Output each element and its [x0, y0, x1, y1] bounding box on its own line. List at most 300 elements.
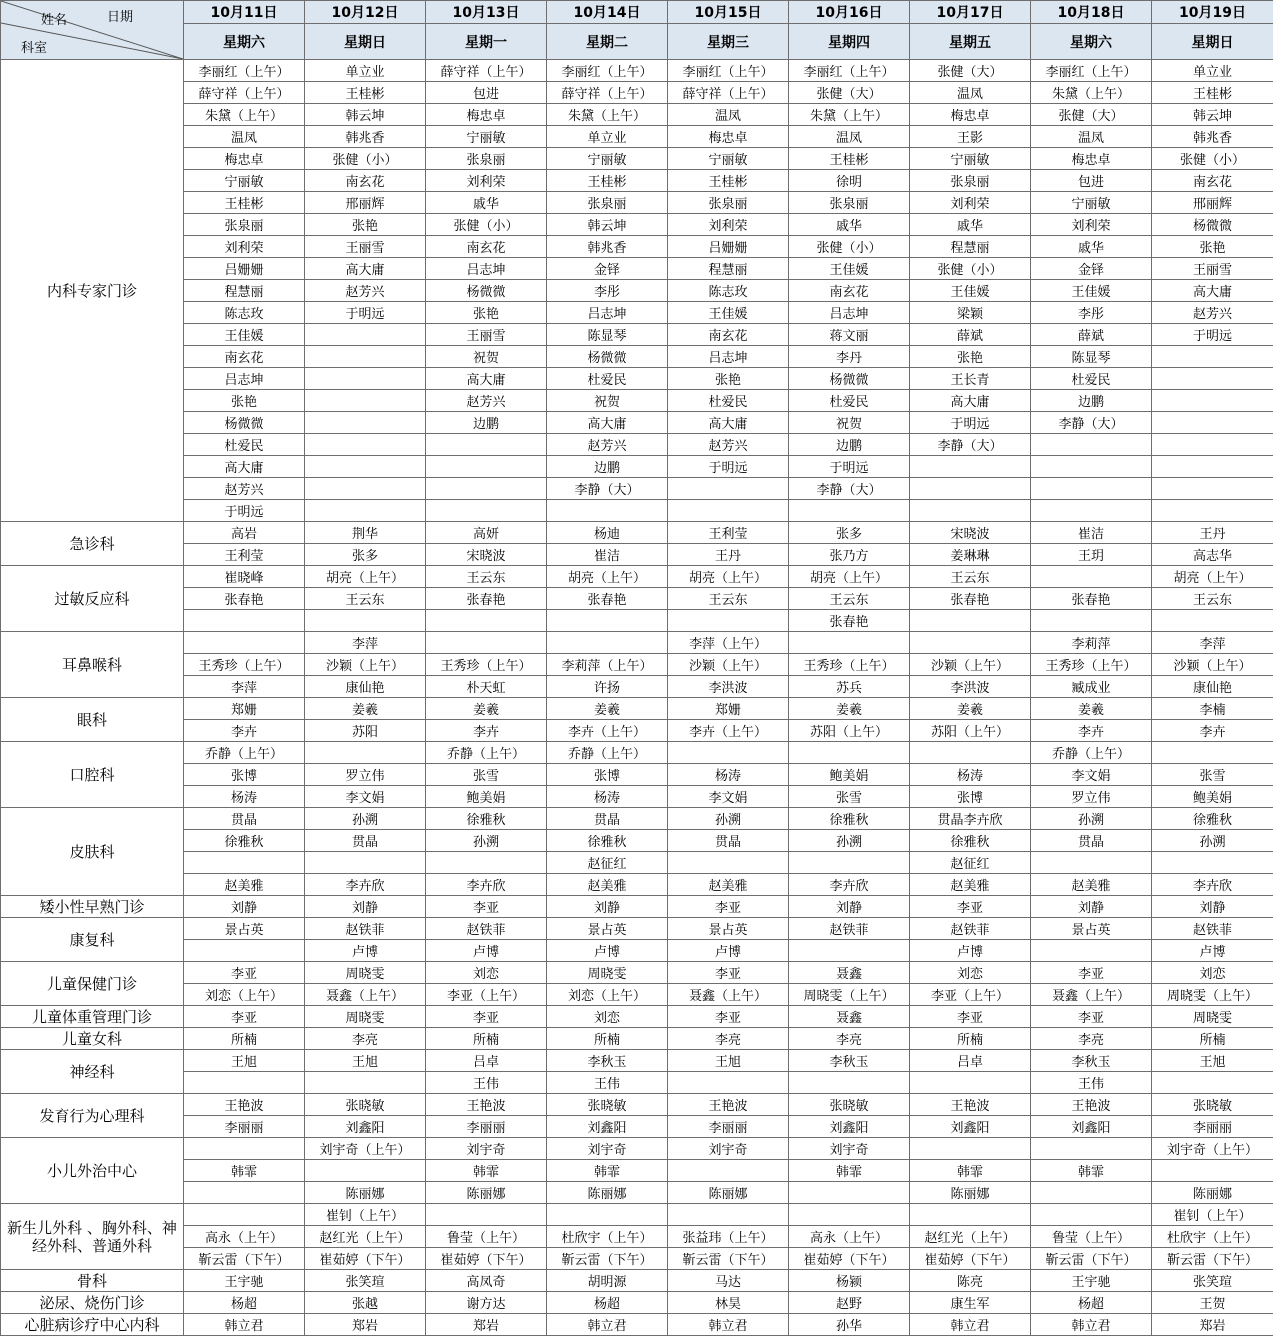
doctor-cell: 鲍美娟	[1152, 786, 1273, 808]
doctor-cell: 徐雅秋	[910, 830, 1031, 852]
doctor-cell: 杨微微	[547, 346, 668, 368]
doctor-cell: 张雪	[1152, 764, 1273, 786]
weekday-header: 星期一	[426, 24, 547, 60]
schedule-row	[1, 1292, 1273, 1314]
doctor-cell: 刘鑫阳	[1031, 1116, 1152, 1138]
doctor-cell: 郑岩	[305, 1314, 426, 1336]
doctor-cell: 李文娟	[305, 786, 426, 808]
doctor-cell	[1031, 1182, 1152, 1204]
doctor-cell: 赵征红	[910, 852, 1031, 874]
department-cell: 内科专家门诊	[1, 60, 184, 522]
doctor-cell: 杜爱民	[184, 434, 305, 456]
doctor-cell	[789, 852, 910, 874]
doctor-cell: 李丽丽	[184, 1116, 305, 1138]
doctor-cell: 李亚（上午）	[910, 984, 1031, 1006]
schedule-row	[1, 566, 1273, 588]
doctor-cell	[668, 610, 789, 632]
doctor-cell	[1152, 742, 1273, 764]
doctor-cell: 南玄花	[668, 324, 789, 346]
doctor-cell: 李丽红（上午）	[1031, 60, 1152, 82]
schedule-row	[1, 1094, 1273, 1116]
doctor-cell: 杨微微	[1152, 214, 1273, 236]
department-cell: 儿童保健门诊	[1, 962, 184, 1006]
department-cell: 儿童女科	[1, 1028, 184, 1050]
doctor-cell	[305, 1072, 426, 1094]
department-cell: 眼科	[1, 698, 184, 742]
doctor-cell: 刘鑫阳	[547, 1116, 668, 1138]
doctor-cell: 赵美雅	[184, 874, 305, 896]
doctor-cell: 李亮	[789, 1028, 910, 1050]
doctor-cell: 刘利荣	[668, 214, 789, 236]
schedule-row	[1, 1314, 1273, 1336]
schedule-row	[1, 1050, 1273, 1072]
doctor-cell	[547, 1204, 668, 1226]
doctor-cell: 韩立君	[1031, 1314, 1152, 1336]
doctor-cell: 赵美雅	[668, 874, 789, 896]
schedule-row	[1, 104, 1273, 126]
doctor-cell: 贯晶	[668, 830, 789, 852]
doctor-cell: 李亚	[910, 1006, 1031, 1028]
doctor-cell: 高大庸	[910, 390, 1031, 412]
doctor-cell: 王云东	[305, 588, 426, 610]
doctor-cell: 卢博	[1152, 940, 1273, 962]
doctor-cell: 赵铁菲	[1152, 918, 1273, 940]
doctor-cell: 刘恋（上午）	[547, 984, 668, 1006]
doctor-cell: 所楠	[184, 1028, 305, 1050]
doctor-cell: 戚华	[426, 192, 547, 214]
doctor-cell: 张艳	[910, 346, 1031, 368]
doctor-cell: 赵芳兴	[668, 434, 789, 456]
doctor-cell: 张晓敏	[547, 1094, 668, 1116]
doctor-cell: 王云东	[1152, 588, 1273, 610]
schedule-row	[1, 412, 1273, 434]
doctor-cell: 高妍	[426, 522, 547, 544]
department-cell: 康复科	[1, 918, 184, 962]
doctor-cell: 祝贺	[426, 346, 547, 368]
doctor-cell: 李亚	[910, 896, 1031, 918]
schedule-row	[1, 192, 1273, 214]
doctor-cell: 李亚	[426, 1006, 547, 1028]
doctor-cell: 李莉萍	[1031, 632, 1152, 654]
schedule-row	[1, 588, 1273, 610]
doctor-cell: 高大庸	[305, 258, 426, 280]
doctor-cell	[305, 434, 426, 456]
doctor-cell: 杨涛	[184, 786, 305, 808]
doctor-cell: 李亚	[668, 962, 789, 984]
doctor-cell: 杨涛	[910, 764, 1031, 786]
doctor-cell: 崔茹婷（下午）	[305, 1248, 426, 1270]
doctor-cell: 薛斌	[1031, 324, 1152, 346]
doctor-cell: 李亮	[1031, 1028, 1152, 1050]
doctor-cell: 于明远	[668, 456, 789, 478]
doctor-cell: 李静（大）	[547, 478, 668, 500]
doctor-cell: 胡亮（上午）	[305, 566, 426, 588]
doctor-cell: 李亮	[668, 1028, 789, 1050]
doctor-cell: 苏兵	[789, 676, 910, 698]
doctor-cell: 刘恋	[426, 962, 547, 984]
doctor-cell: 荆华	[305, 522, 426, 544]
doctor-cell: 王佳媛	[668, 302, 789, 324]
doctor-cell: 王旭	[184, 1050, 305, 1072]
doctor-cell: 南玄花	[426, 236, 547, 258]
doctor-cell: 王旭	[305, 1050, 426, 1072]
date-header: 10月17日	[910, 1, 1031, 24]
doctor-cell	[668, 500, 789, 522]
doctor-cell: 赵芳兴	[547, 434, 668, 456]
doctor-cell	[184, 1072, 305, 1094]
weekday-header: 星期四	[789, 24, 910, 60]
doctor-cell	[305, 346, 426, 368]
doctor-cell: 卢博	[547, 940, 668, 962]
doctor-cell: 王艳波	[1031, 1094, 1152, 1116]
doctor-cell: 张健（小）	[305, 148, 426, 170]
schedule-row	[1, 434, 1273, 456]
doctor-cell	[1152, 346, 1273, 368]
doctor-cell: 张笑瑄	[1152, 1270, 1273, 1292]
doctor-cell: 张健（小）	[1152, 148, 1273, 170]
header-corner-cell	[1, 1, 184, 60]
doctor-cell: 戚华	[910, 214, 1031, 236]
doctor-cell: 张晓敏	[789, 1094, 910, 1116]
doctor-cell: 李秋玉	[789, 1050, 910, 1072]
doctor-cell: 靳云雷（下午）	[547, 1248, 668, 1270]
doctor-cell: 刘静	[789, 896, 910, 918]
doctor-cell: 韩立君	[547, 1314, 668, 1336]
doctor-cell: 刘利荣	[426, 170, 547, 192]
schedule-row	[1, 1006, 1273, 1028]
doctor-cell: 陈丽娜	[305, 1182, 426, 1204]
doctor-cell: 刘宇奇	[547, 1138, 668, 1160]
doctor-cell: 高大庸	[184, 456, 305, 478]
weekday-header: 星期六	[184, 24, 305, 60]
doctor-cell: 刘宇奇	[668, 1138, 789, 1160]
department-cell: 儿童体重管理门诊	[1, 1006, 184, 1028]
doctor-cell: 于明远	[305, 302, 426, 324]
doctor-cell: 边鹏	[547, 456, 668, 478]
doctor-cell	[305, 852, 426, 874]
doctor-cell	[305, 610, 426, 632]
doctor-cell: 王利莹	[668, 522, 789, 544]
department-cell: 耳鼻喉科	[1, 632, 184, 698]
doctor-cell: 梅忠卓	[668, 126, 789, 148]
doctor-cell: 杨超	[184, 1292, 305, 1314]
doctor-cell: 赵野	[789, 1292, 910, 1314]
doctor-cell: 宁丽敏	[547, 148, 668, 170]
doctor-cell: 卢博	[910, 940, 1031, 962]
doctor-cell: 程慧丽	[184, 280, 305, 302]
doctor-cell: 张泉丽	[668, 192, 789, 214]
doctor-cell: 张博	[910, 786, 1031, 808]
doctor-cell	[1031, 456, 1152, 478]
doctor-cell: 吕志坤	[668, 346, 789, 368]
doctor-cell: 杜欣宇（上午）	[1152, 1226, 1273, 1248]
doctor-cell: 罗立伟	[1031, 786, 1152, 808]
doctor-cell: 温凤	[668, 104, 789, 126]
doctor-cell: 李丽红（上午）	[789, 60, 910, 82]
doctor-cell: 韩霏	[1031, 1160, 1152, 1182]
doctor-cell: 王玥	[1031, 544, 1152, 566]
department-cell: 骨科	[1, 1270, 184, 1292]
doctor-cell	[789, 1182, 910, 1204]
department-cell: 皮肤科	[1, 808, 184, 896]
schedule-row	[1, 742, 1273, 764]
doctor-cell: 王佳媛	[789, 258, 910, 280]
doctor-cell: 崔茹婷（下午）	[910, 1248, 1031, 1270]
doctor-cell	[910, 456, 1031, 478]
schedule-row	[1, 324, 1273, 346]
doctor-cell	[305, 500, 426, 522]
doctor-cell: 张健（大）	[789, 82, 910, 104]
doctor-cell: 贯晶	[305, 830, 426, 852]
doctor-cell: 李秋玉	[1031, 1050, 1152, 1072]
doctor-cell: 张健（小）	[910, 258, 1031, 280]
doctor-cell: 张健（小）	[789, 236, 910, 258]
doctor-cell: 杨微微	[426, 280, 547, 302]
doctor-cell: 刘鑫阳	[789, 1116, 910, 1138]
schedule-row	[1, 126, 1273, 148]
doctor-cell: 刘静	[1152, 896, 1273, 918]
doctor-cell: 杜爱民	[668, 390, 789, 412]
doctor-cell: 张健（大）	[1031, 104, 1152, 126]
schedule-row	[1, 676, 1273, 698]
doctor-cell	[305, 456, 426, 478]
doctor-cell: 单立业	[1152, 60, 1273, 82]
doctor-cell: 杜爱民	[789, 390, 910, 412]
doctor-cell: 梅忠卓	[910, 104, 1031, 126]
doctor-cell: 朴天虹	[426, 676, 547, 698]
doctor-cell: 孙溯	[1031, 808, 1152, 830]
doctor-cell: 郑岩	[1152, 1314, 1273, 1336]
doctor-cell: 李秋玉	[547, 1050, 668, 1072]
schedule-row	[1, 456, 1273, 478]
doctor-cell: 崔茹婷（下午）	[426, 1248, 547, 1270]
doctor-cell: 王云东	[668, 588, 789, 610]
weekday-header: 星期日	[305, 24, 426, 60]
doctor-cell: 崔晓峰	[184, 566, 305, 588]
doctor-cell: 韩霏	[426, 1160, 547, 1182]
doctor-cell	[789, 742, 910, 764]
doctor-cell: 吕志坤	[789, 302, 910, 324]
doctor-cell: 张春艳	[1031, 588, 1152, 610]
doctor-cell: 胡亮（上午）	[789, 566, 910, 588]
doctor-cell: 李卉欣	[1152, 874, 1273, 896]
doctor-cell: 崔钊（上午）	[1152, 1204, 1273, 1226]
doctor-cell: 王利莹	[184, 544, 305, 566]
doctor-cell: 张春艳	[184, 588, 305, 610]
doctor-cell: 温凤	[184, 126, 305, 148]
doctor-cell: 卢博	[668, 940, 789, 962]
doctor-cell: 张泉丽	[547, 192, 668, 214]
doctor-cell: 杜爱民	[1031, 368, 1152, 390]
doctor-cell: 王桂彬	[1152, 82, 1273, 104]
doctor-cell: 李卉欣	[305, 874, 426, 896]
schedule-row	[1, 236, 1273, 258]
doctor-cell: 梅忠卓	[426, 104, 547, 126]
doctor-cell: 李卉	[1152, 720, 1273, 742]
doctor-cell: 高永（上午）	[184, 1226, 305, 1248]
doctor-cell: 王宇驰	[184, 1270, 305, 1292]
name-label: 姓名	[41, 13, 68, 28]
doctor-cell: 李萍（上午）	[668, 632, 789, 654]
doctor-cell: 聂鑫（上午）	[668, 984, 789, 1006]
doctor-cell: 南玄花	[789, 280, 910, 302]
doctor-cell: 边鹏	[1031, 390, 1152, 412]
doctor-cell: 张健（小）	[426, 214, 547, 236]
doctor-cell	[1031, 1204, 1152, 1226]
doctor-cell: 刘利荣	[184, 236, 305, 258]
department-cell: 过敏反应科	[1, 566, 184, 632]
doctor-cell: 张多	[305, 544, 426, 566]
doctor-cell: 贯晶	[547, 808, 668, 830]
doctor-cell	[668, 1072, 789, 1094]
doctor-cell	[1031, 940, 1152, 962]
doctor-cell: 李亚	[1031, 962, 1152, 984]
doctor-cell: 韩立君	[668, 1314, 789, 1336]
doctor-cell: 张艳	[1152, 236, 1273, 258]
doctor-cell: 温凤	[789, 126, 910, 148]
doctor-cell: 陈丽娜	[547, 1182, 668, 1204]
doctor-cell: 薛守祥（上午）	[547, 82, 668, 104]
doctor-cell: 王艳波	[426, 1094, 547, 1116]
doctor-cell	[547, 610, 668, 632]
doctor-cell	[305, 390, 426, 412]
doctor-cell: 吕姗姗	[184, 258, 305, 280]
doctor-cell: 张艳	[184, 390, 305, 412]
doctor-cell	[1152, 412, 1273, 434]
doctor-cell: 李卉欣	[789, 874, 910, 896]
doctor-cell: 宋晓波	[910, 522, 1031, 544]
schedule-row	[1, 918, 1273, 940]
doctor-cell: 周晓雯（上午）	[1152, 984, 1273, 1006]
doctor-cell: 王云东	[426, 566, 547, 588]
doctor-cell: 姜羲	[305, 698, 426, 720]
doctor-cell	[426, 632, 547, 654]
date-header: 10月16日	[789, 1, 910, 24]
doctor-cell: 杨涛	[668, 764, 789, 786]
doctor-cell: 王艳波	[184, 1094, 305, 1116]
doctor-cell: 周晓雯（上午）	[789, 984, 910, 1006]
doctor-cell: 孙溯	[789, 830, 910, 852]
doctor-cell: 李丽丽	[426, 1116, 547, 1138]
doctor-cell: 高志华	[1152, 544, 1273, 566]
doctor-cell: 王宇驰	[1031, 1270, 1152, 1292]
doctor-cell	[910, 1138, 1031, 1160]
date-header: 10月18日	[1031, 1, 1152, 24]
doctor-cell: 刘恋	[910, 962, 1031, 984]
doctor-cell: 宁丽敏	[1031, 192, 1152, 214]
doctor-cell: 苏阳	[305, 720, 426, 742]
doctor-cell: 王丽雪	[1152, 258, 1273, 280]
doctor-cell: 王佳媛	[910, 280, 1031, 302]
doctor-cell: 王佳媛	[184, 324, 305, 346]
doctor-cell: 南玄花	[184, 346, 305, 368]
doctor-cell	[305, 478, 426, 500]
doctor-cell: 李卉	[1031, 720, 1152, 742]
doctor-cell: 宁丽敏	[910, 148, 1031, 170]
doctor-cell: 罗立伟	[305, 764, 426, 786]
doctor-cell: 朱黛（上午）	[1031, 82, 1152, 104]
doctor-cell: 王影	[910, 126, 1031, 148]
doctor-cell: 李亚（上午）	[426, 984, 547, 1006]
doctor-cell: 王丹	[1152, 522, 1273, 544]
doctor-cell: 所楠	[426, 1028, 547, 1050]
doctor-cell	[1152, 368, 1273, 390]
doctor-cell: 李丽丽	[1152, 1116, 1273, 1138]
doctor-cell: 李亮	[305, 1028, 426, 1050]
doctor-cell	[668, 742, 789, 764]
doctor-cell: 吕姗姗	[668, 236, 789, 258]
doctor-cell: 郑姗	[668, 698, 789, 720]
doctor-cell: 王桂彬	[789, 148, 910, 170]
doctor-cell: 王伟	[547, 1072, 668, 1094]
doctor-cell	[910, 632, 1031, 654]
doctor-cell	[1031, 852, 1152, 874]
doctor-cell: 边鹏	[789, 434, 910, 456]
doctor-cell: 景占英	[668, 918, 789, 940]
doctor-cell: 张泉丽	[184, 214, 305, 236]
doctor-cell: 李丽红（上午）	[184, 60, 305, 82]
doctor-cell: 宁丽敏	[668, 148, 789, 170]
schedule-row	[1, 654, 1273, 676]
doctor-cell: 孙华	[789, 1314, 910, 1336]
doctor-cell: 许扬	[547, 676, 668, 698]
doctor-cell: 陈亮	[910, 1270, 1031, 1292]
doctor-cell: 王艳波	[910, 1094, 1031, 1116]
doctor-cell: 程慧丽	[910, 236, 1031, 258]
doctor-cell: 刘宇奇	[426, 1138, 547, 1160]
doctor-cell: 韩云坤	[305, 104, 426, 126]
doctor-cell	[426, 852, 547, 874]
doctor-cell	[1031, 434, 1152, 456]
doctor-cell: 李亚	[668, 1006, 789, 1028]
doctor-cell	[910, 742, 1031, 764]
doctor-cell: 陈显琴	[547, 324, 668, 346]
doctor-cell: 韩云坤	[547, 214, 668, 236]
doctor-cell: 王伟	[1031, 1072, 1152, 1094]
doctor-cell: 张健（大）	[910, 60, 1031, 82]
doctor-cell: 杨涛	[547, 786, 668, 808]
doctor-cell: 刘鑫阳	[910, 1116, 1031, 1138]
doctor-cell: 鲁莹（上午）	[1031, 1226, 1152, 1248]
doctor-cell	[547, 500, 668, 522]
doctor-cell: 刘宇奇（上午）	[305, 1138, 426, 1160]
doctor-cell: 陈丽娜	[426, 1182, 547, 1204]
doctor-cell: 李文娟	[668, 786, 789, 808]
doctor-cell: 李萍	[305, 632, 426, 654]
schedule-body	[1, 60, 1273, 1336]
doctor-cell: 程慧丽	[668, 258, 789, 280]
schedule-row	[1, 148, 1273, 170]
schedule-row	[1, 830, 1273, 852]
doctor-cell: 张春艳	[547, 588, 668, 610]
doctor-cell: 王云东	[910, 566, 1031, 588]
doctor-cell: 金铎	[1031, 258, 1152, 280]
doctor-cell: 宁丽敏	[184, 170, 305, 192]
doctor-cell: 郑姗	[184, 698, 305, 720]
doctor-cell: 韩云坤	[1152, 104, 1273, 126]
schedule-row	[1, 170, 1273, 192]
doctor-cell: 刘鑫阳	[305, 1116, 426, 1138]
doctor-cell: 乔静（上午）	[184, 742, 305, 764]
doctor-cell: 周晓雯	[305, 962, 426, 984]
doctor-cell	[1152, 610, 1273, 632]
doctor-cell: 姜羲	[426, 698, 547, 720]
doctor-cell: 赵美雅	[1031, 874, 1152, 896]
doctor-cell: 赵芳兴	[305, 280, 426, 302]
doctor-cell: 韩霏	[789, 1160, 910, 1182]
doctor-cell: 单立业	[305, 60, 426, 82]
doctor-cell	[910, 610, 1031, 632]
